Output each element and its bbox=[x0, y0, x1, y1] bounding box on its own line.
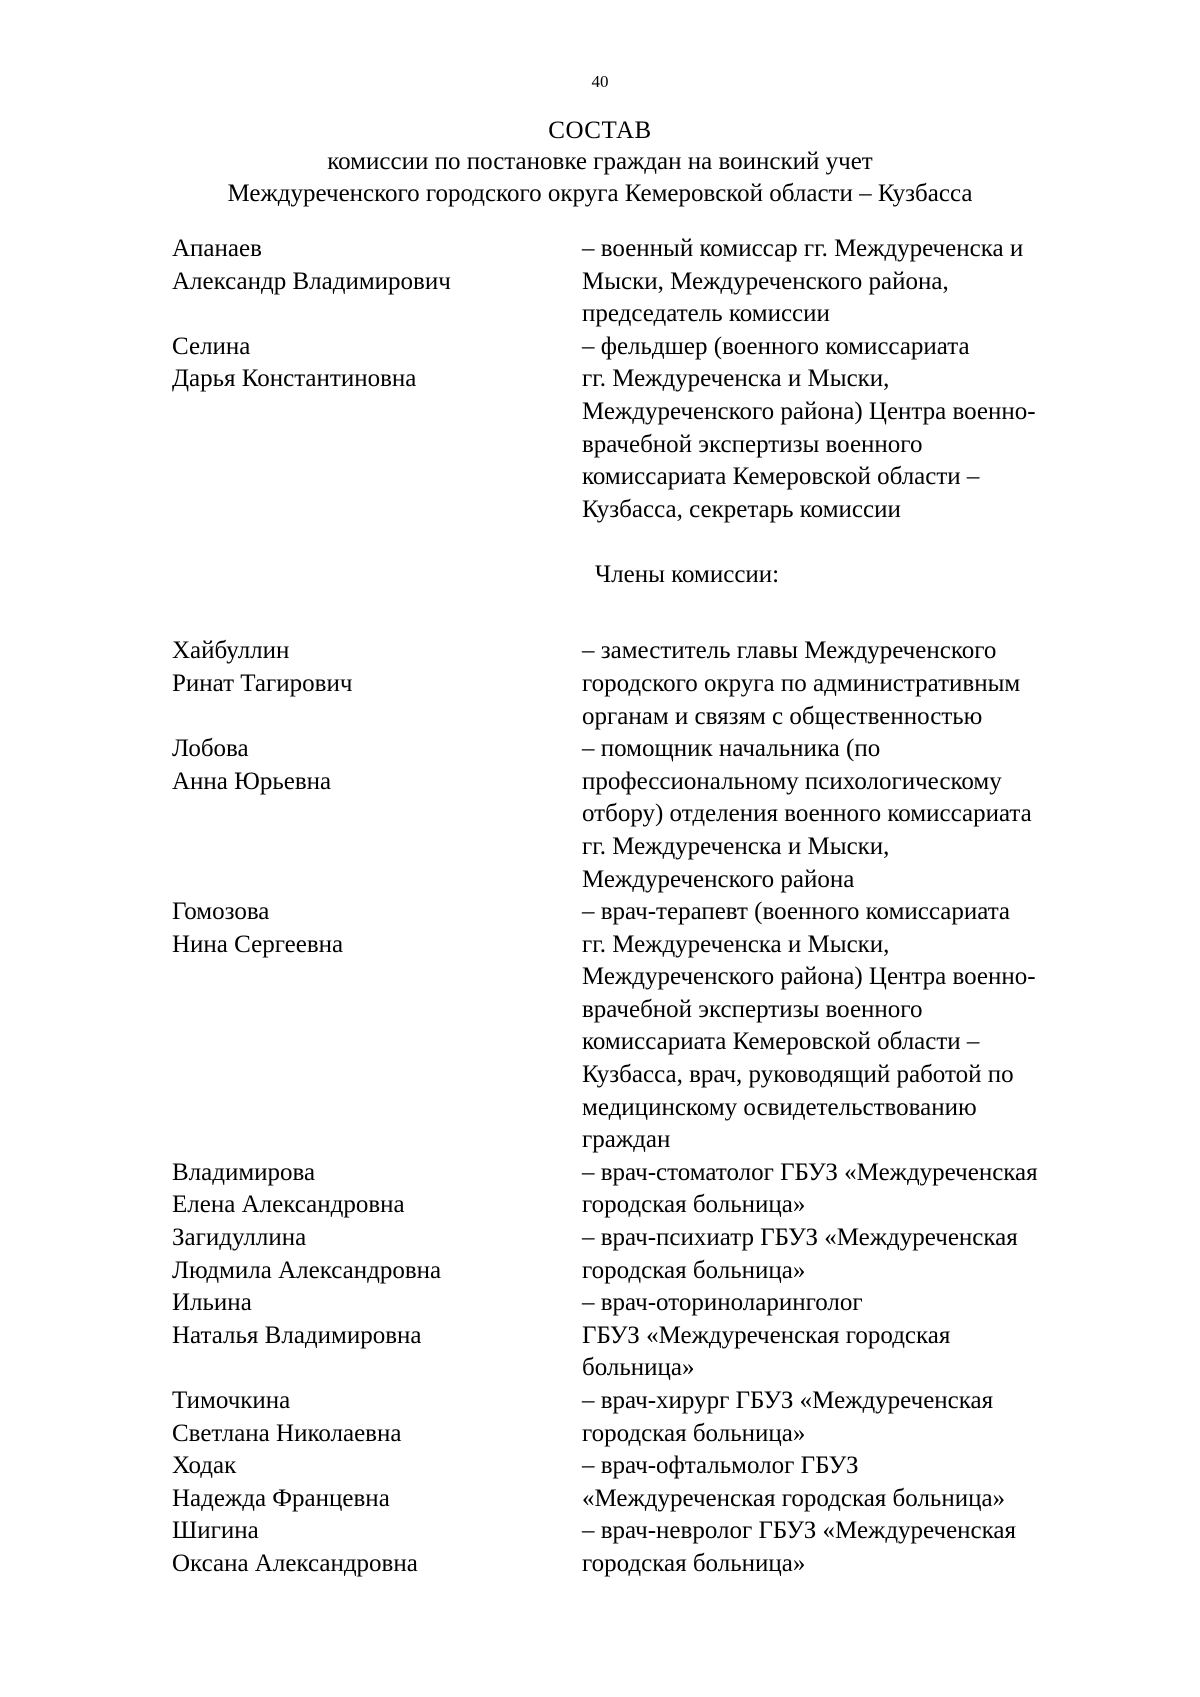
person-given-names: Нина Сергеевна bbox=[172, 930, 344, 958]
person-name bbox=[172, 733, 582, 896]
roster-entry bbox=[172, 733, 1132, 896]
person-role bbox=[582, 331, 1132, 527]
person-given-names: Анна Юрьевна bbox=[172, 767, 332, 795]
person-given-names: Елена Александровна bbox=[172, 1191, 405, 1219]
person-given-names: Надежда Францевна bbox=[172, 1484, 390, 1512]
role-line: отбору) отделения военного комиссариата bbox=[582, 800, 1032, 828]
person-surname: Тимочкина bbox=[172, 1387, 291, 1414]
roster-entry bbox=[172, 1450, 1132, 1515]
person-role bbox=[582, 1385, 1132, 1450]
role-line: – врач-невролог ГБУЗ «Междуреченская bbox=[582, 1517, 1017, 1545]
role-line: «Междуреченская городская больница» bbox=[582, 1484, 1006, 1512]
person-role bbox=[582, 1287, 1132, 1385]
page-number: 40 bbox=[591, 72, 609, 91]
role-line: городская больница» bbox=[582, 1549, 806, 1577]
role-line: – врач-стоматолог ГБУЗ «Междуреченская bbox=[582, 1158, 1038, 1186]
person-name bbox=[172, 1385, 582, 1450]
role-line: больница» bbox=[582, 1354, 695, 1382]
role-line: врачебной экспертизы военного bbox=[582, 995, 923, 1023]
role-line: – заместитель главы Междуреченского bbox=[582, 637, 997, 665]
roster-entry bbox=[172, 1157, 1132, 1222]
person-role bbox=[582, 233, 1132, 331]
person-surname: Ходак bbox=[172, 1452, 237, 1480]
person-surname: Хайбуллин bbox=[172, 637, 290, 665]
role-line: гг. Междуреченска и Мыски, bbox=[582, 365, 890, 393]
person-surname: Селина bbox=[172, 332, 251, 360]
person-role bbox=[582, 1222, 1132, 1287]
person-role bbox=[582, 635, 1132, 733]
role-line: Кузбасса, врач, руководящий работой по bbox=[582, 1061, 1014, 1089]
members-list bbox=[172, 635, 1132, 1580]
document-subtitle-line-1: комиссии по постановке граждан на воинский учет bbox=[327, 148, 873, 175]
role-line: городского округа по административным bbox=[582, 669, 1021, 697]
person-given-names: Людмила Александровна bbox=[172, 1256, 442, 1284]
person-given-names: Ринат Тагирович bbox=[172, 669, 353, 697]
person-surname: Гомозова bbox=[172, 898, 270, 926]
roster-entry bbox=[172, 635, 1132, 733]
role-line: Мыски, Междуреченского района, bbox=[582, 267, 949, 295]
person-surname: Загидуллина bbox=[172, 1224, 307, 1252]
person-role bbox=[582, 896, 1132, 1157]
roster-entry bbox=[172, 331, 1132, 527]
role-line: Междуреченского района) Центра военно- bbox=[582, 963, 1036, 991]
person-name bbox=[172, 331, 582, 527]
role-line: граждан bbox=[582, 1126, 671, 1154]
person-name bbox=[172, 1515, 582, 1580]
person-given-names: Светлана Николаевна bbox=[172, 1419, 402, 1447]
role-line: гг. Междуреченска и Мыски, bbox=[582, 930, 890, 958]
role-line: – военный комиссар гг. Междуреченска и bbox=[582, 235, 1024, 262]
roster-entry bbox=[172, 1222, 1132, 1287]
person-name bbox=[172, 1222, 582, 1287]
role-line: Кузбасса, секретарь комиссии bbox=[582, 495, 901, 523]
role-line: – врач-офтальмолог ГБУЗ bbox=[582, 1452, 859, 1480]
person-name bbox=[172, 896, 582, 1157]
role-line: органам и связям с общественностью bbox=[582, 702, 983, 730]
person-name bbox=[172, 233, 582, 331]
commission-roster bbox=[172, 233, 1132, 1581]
role-line: – врач-оториноларинголог bbox=[582, 1289, 863, 1317]
role-line: ГБУЗ «Междуреченская городская bbox=[582, 1321, 951, 1349]
person-name bbox=[172, 1157, 582, 1222]
role-line: – помощник начальника (по bbox=[582, 735, 881, 763]
role-line: – врач-терапевт (военного комиссариата bbox=[582, 898, 1011, 926]
person-role bbox=[582, 1450, 1132, 1515]
document-title: СОСТАВ bbox=[548, 117, 652, 144]
person-given-names: Оксана Александровна bbox=[172, 1549, 418, 1577]
person-surname: Лобова bbox=[172, 735, 249, 763]
role-line: Междуреченского района) Центра военно- bbox=[582, 397, 1036, 425]
person-given-names: Александр Владимирович bbox=[172, 267, 451, 295]
person-role bbox=[582, 1157, 1132, 1222]
role-line: городская больница» bbox=[582, 1419, 806, 1447]
person-given-names: Наталья Владимировна bbox=[172, 1321, 422, 1349]
role-line: профессиональному психологическому bbox=[582, 767, 1002, 795]
person-role bbox=[582, 1515, 1132, 1580]
roster-entry bbox=[172, 896, 1132, 1157]
document-header bbox=[0, 116, 1200, 210]
role-line: – врач-психиатр ГБУЗ «Междуреченская bbox=[582, 1224, 1018, 1252]
role-line: городская больница» bbox=[582, 1191, 806, 1219]
document-subtitle-line-2: Междуреченского городского округа Кемеровской области – Кузбасса bbox=[227, 180, 973, 207]
person-surname: Шигина bbox=[172, 1517, 259, 1545]
person-name bbox=[172, 635, 582, 733]
person-name bbox=[172, 1287, 582, 1385]
roster-entry bbox=[172, 233, 1132, 331]
role-line: председатель комиссии bbox=[582, 300, 830, 328]
role-line: Междуреченского района bbox=[582, 865, 855, 893]
roster-entry bbox=[172, 1515, 1132, 1580]
role-line: – фельдшер (военного комиссариата bbox=[582, 332, 970, 360]
role-line: медицинскому освидетельствованию bbox=[582, 1093, 977, 1121]
leadership-list bbox=[172, 233, 1132, 526]
role-line: – врач-хирург ГБУЗ «Междуреченская bbox=[582, 1387, 994, 1414]
role-line: врачебной экспертизы военного bbox=[582, 430, 923, 458]
role-line: комиссариата Кемеровской области – bbox=[582, 1028, 980, 1056]
person-given-names: Дарья Константиновна bbox=[172, 365, 417, 393]
person-role bbox=[582, 733, 1132, 896]
roster-entry bbox=[172, 1287, 1132, 1385]
role-line: комиссариата Кемеровской области – bbox=[582, 463, 980, 491]
members-heading: Члены комиссии: bbox=[594, 561, 780, 589]
person-surname: Владимирова bbox=[172, 1158, 316, 1186]
person-surname: Апанаев bbox=[172, 235, 262, 262]
person-name bbox=[172, 1450, 582, 1515]
role-line: гг. Междуреченска и Мыски, bbox=[582, 832, 890, 860]
person-surname: Ильина bbox=[172, 1289, 252, 1317]
roster-entry bbox=[172, 1385, 1132, 1450]
role-line: городская больница» bbox=[582, 1256, 806, 1284]
members-spacer bbox=[172, 623, 1132, 635]
